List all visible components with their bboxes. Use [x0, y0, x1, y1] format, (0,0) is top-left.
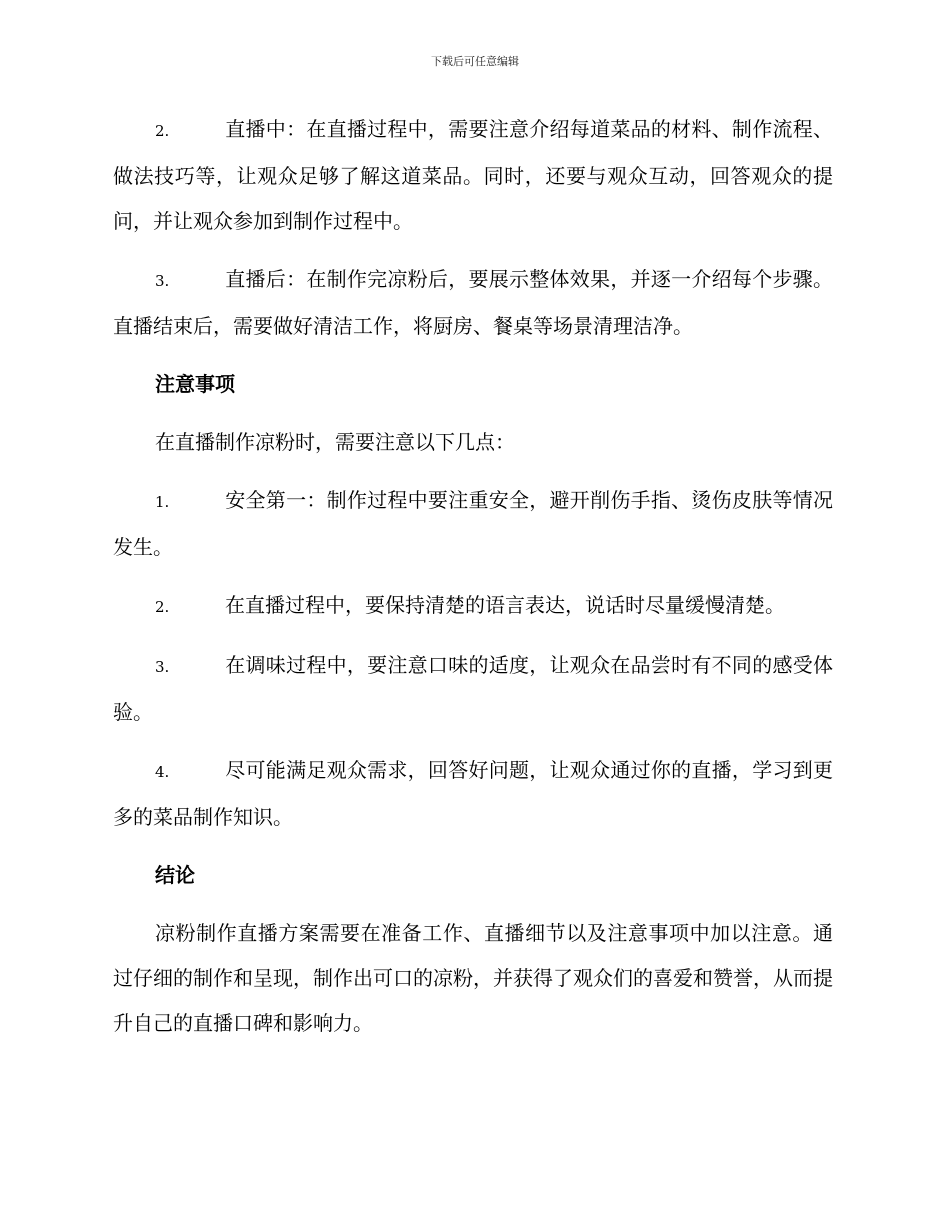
list-number: 3. [155, 658, 170, 676]
conclusion-paragraph: 凉粉制作直播方案需要在准备工作、直播细节以及注意事项中加以注意。通过仔细的制作和呈现，制作出可口的凉粉，并获得了观众们的喜爱和赞誉，从而提升自己的直播口碑和影响力。 [113, 921, 833, 1035]
live-step-item [113, 257, 833, 349]
document-body [113, 107, 833, 1059]
note-item [113, 643, 833, 735]
live-step-item [113, 107, 833, 244]
list-number: 2. [155, 598, 170, 616]
list-item-text: 安全第一：制作过程中要注重安全，避开削伤手指、烫伤皮肤等情况发生。 [113, 488, 833, 559]
list-item-text: 尽可能满足观众需求，回答好问题，让观众通过你的直播，学习到更多的菜品制作知识。 [113, 758, 833, 829]
list-item-text: 在直播过程中，要保持清楚的语言表达，说话时尽量缓慢清楚。 [225, 593, 785, 617]
notes-intro-paragraph: 在直播制作凉粉时，需要注意以下几点： [155, 430, 515, 454]
section-heading-conclusion: 结论 [155, 863, 195, 887]
list-item-text: 直播后：在制作完凉粉后，要展示整体效果，并逐一介绍每个步骤。直播结束后，需要做好清洁工作，将厨房、餐桌等场景清理洁净。 [113, 267, 833, 338]
page-header: 下载后可任意编辑 [431, 55, 519, 68]
note-item [113, 748, 833, 840]
list-number: 2. [155, 122, 170, 140]
note-item [113, 583, 833, 630]
note-item [113, 478, 833, 570]
section-heading-notes: 注意事项 [155, 372, 235, 396]
list-item-text: 直播中：在直播过程中，需要注意介绍每道菜品的材料、制作流程、做法技巧等，让观众足够了解这道菜品。同时，还要与观众互动，回答观众的提问，并让观众参加到制作过程中。 [113, 117, 833, 233]
list-item-text: 在调味过程中，要注意口味的适度，让观众在品尝时有不同的感受体验。 [113, 653, 833, 724]
list-number: 1. [155, 493, 170, 511]
list-number: 4. [155, 763, 170, 781]
list-number: 3. [155, 272, 170, 290]
